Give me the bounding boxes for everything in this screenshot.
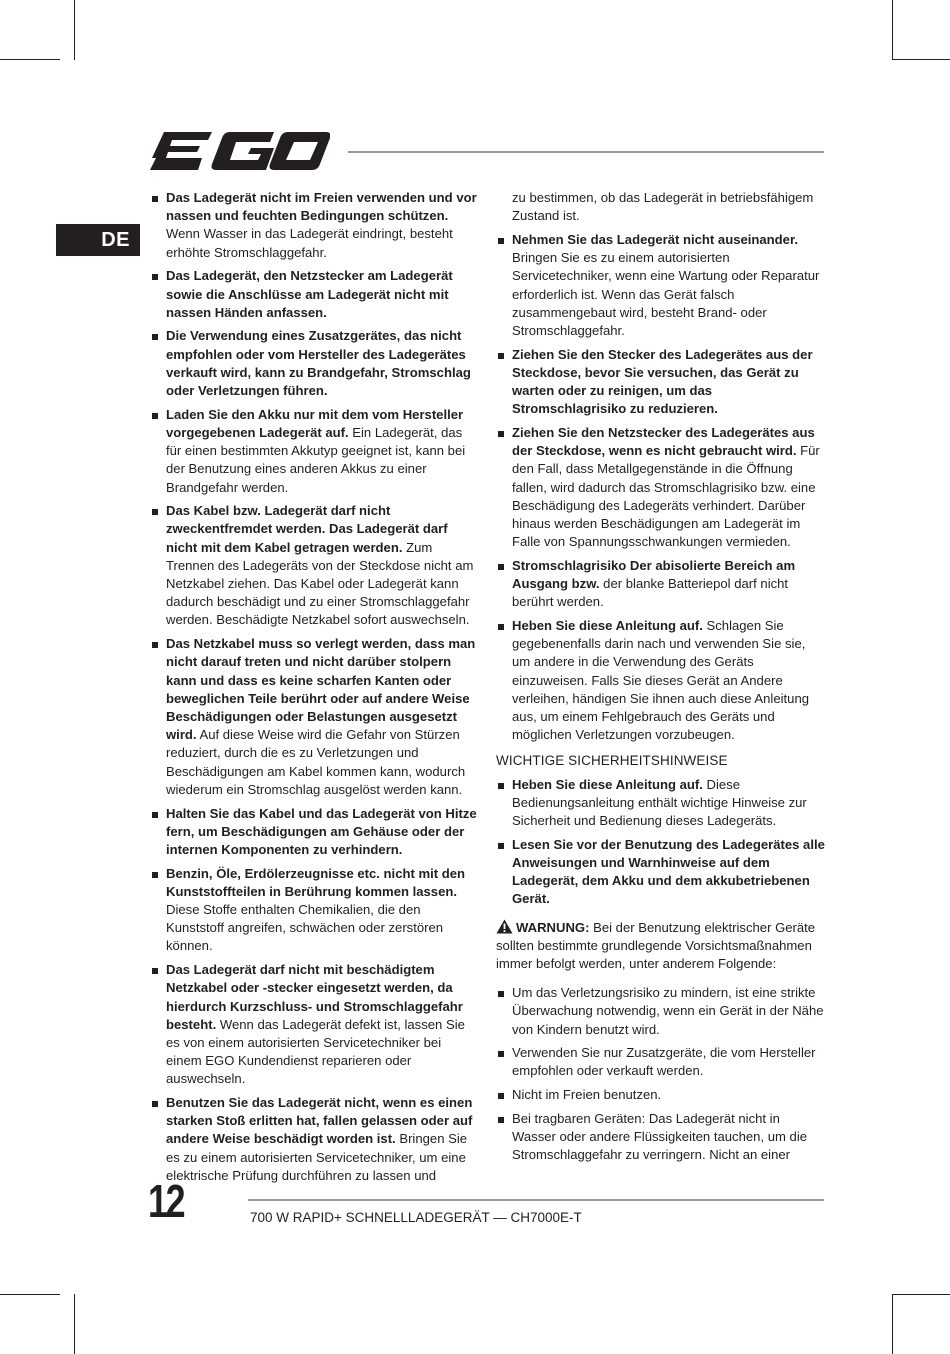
page-number: 12 [148,1175,184,1227]
continued-text: zu bestimmen, ob das Ladegerät in betriebsfähigem Zustand ist. [512,190,814,224]
crop-mark [0,59,60,60]
list-item: Heben Sie diese Anleitung auf. Schlagen Sie gegebenenfalls darin nach und verwenden Sie sie, um andere in die Verwendung des Geräts einzuweisen. Falls Sie dieses Gerät an Andere verleihen, händigen Sie ihnen auch diese Anleitung aus, um einem Fehlgebrauch des Geräts und möglichen Verletzungen vorzubeugen. [496,617,826,744]
crop-mark [892,59,950,60]
crop-mark [892,0,893,60]
list-item: Stromschlagrisiko Der abisolierte Bereich am Ausgang bzw. der blanke Batteriepol darf nicht berührt werden. [496,557,826,612]
crop-mark [892,1294,950,1295]
list-item: Nicht im Freien benutzen. [496,1086,826,1104]
crop-mark [74,1294,75,1354]
list-item: Das Ladegerät darf nicht mit beschädigtem Netzkabel oder -stecker eingesetzt werden, da hierdurch Kurzschluss- und Stromschlaggefahr besteht. Wenn das Ladegerät defekt ist, lassen Sie es von einem autorisierten Servicetechniker bei einem EGO Kundendienst reparieren oder auswechseln. [150,961,480,1088]
crop-mark [74,0,75,60]
warning-paragraph: WARNUNG: Bei der Benutzung elektrischer Geräte sollten bestimmte grundlegende Vorsichtsmaßnahmen immer befolgt werden, unter anderem Folgende: [496,920,816,972]
list-item: Das Kabel bzw. Ladegerät darf nicht zweckentfremdet werden. Das Ladegerät darf nicht mit dem Kabel getragen werden. Zum Trennen des Ladegeräts von der Steckdose nicht am Netzkabel ziehen. Das Kabel oder Ladegerät kann dadurch beschädigt und zu einer Stromschlaggefahr werden. Beschädigte Netzkabel sofort auswechseln. [150,502,480,629]
list-item: Die Verwendung eines Zusatzgerätes, das nicht empfohlen oder vom Hersteller des Ladegerätes verkauft wird, kann zu Brandgefahr, Stromschlag oder Verletzungen führen. [150,327,480,400]
ego-logo [150,130,330,172]
warning-label: WARNUNG: [516,920,590,936]
section-heading: WICHTIGE SICHERHEITSHINWEISE [496,753,728,769]
list-item: Nehmen Sie das Ladegerät nicht auseinander. Bringen Sie es zu einem autorisierten Servicetechniker, wenn eine Wartung oder Reparatur erforderlich ist. Wenn das Gerät falsch zusammengebaut wird, besteht Brand- oder Stromschlaggefahr. [496,231,826,340]
list-item: Verwenden Sie nur Zusatzgeräte, die vom Hersteller empfohlen oder verkauft werden. [496,1044,826,1080]
footer-title: 700 W RAPID+ SCHNELLLADEGERÄT — CH7000E-T [250,1210,582,1225]
crop-mark [0,1294,60,1295]
list-item: Das Ladegerät, den Netzstecker am Ladegerät sowie die Anschlüsse am Ladegerät nicht mit nassen Händen anfassen. [150,267,480,322]
header-rule [348,151,824,153]
language-tab: DE [56,224,140,256]
list-item: Lesen Sie vor der Benutzung des Ladegerätes alle Anweisungen und Warnhinweise auf dem Ladegerät, dem Akku und dem akkubetriebenen Gerät. [496,836,826,909]
list-item: Laden Sie den Akku nur mit dem vom Hersteller vorgegebenen Ladegerät auf. Ein Ladegerät, das für einen bestimmten Akkutyp geeignet ist, kann bei der Benutzung eines anderen Akkus zu einer Brandgefahr werden. [150,406,480,497]
crop-mark [892,1294,893,1354]
list-item: Benutzen Sie das Ladegerät nicht, wenn es einen starken Stoß erlitten hat, fallen gelassen oder auf andere Weise beschädigt worden ist. Bringen Sie es zu einem autorisierten Servicetechniker, um eine elektrische Prüfung durchführen zu lassen und [150,1094,480,1185]
list-item: Benzin, Öle, Erdölerzeugnisse etc. nicht mit den Kunststoffteilen in Berührung kommen lassen. Diese Stoffe enthalten Chemikalien, die den Kunststoff angreifen, schwächen oder zerstören können. [150,865,480,956]
list-item: Das Netzkabel muss so verlegt werden, dass man nicht darauf treten und nicht darüber stolpern kann und dass es keine scharfen Kanten oder beweglichen Teile berührt oder auf andere Weise Beschädigungen oder Belastungen ausgesetzt wird. Auf diese Weise wird die Gefahr von Stürzen reduziert, durch die es zu Verletzungen und Beschädigungen am Kabel kommen kann, wodurch wiederum ein Stromschlag ausgelöst werden kann. [150,635,480,799]
footer-rule [248,1199,824,1201]
list-item: Bei tragbaren Geräten: Das Ladegerät nicht in Wasser oder andere Flüssigkeiten tauchen, um die Stromschlaggefahr zu verringern. Nicht an einer [496,1110,826,1165]
list-item: Heben Sie diese Anleitung auf. Diese Bedienungsanleitung enthält wichtige Hinweise zur Sicherheit und Bedienung dieses Ladegeräts. [496,776,826,831]
list-item: Halten Sie das Kabel und das Ladegerät von Hitze fern, um Beschädigungen am Gehäuse oder der internen Komponenten zu verhindern. [150,805,480,860]
list-item: Ziehen Sie den Stecker des Ladegerätes aus der Steckdose, bevor Sie versuchen, das Gerät zu warten oder zu reinigen, um das Stromschlagrisiko zu reduzieren. [496,346,826,419]
right-column [496,189,826,1170]
warning-icon [496,919,513,934]
list-item: Ziehen Sie den Netzstecker des Ladegerätes aus der Steckdose, wenn es nicht gebraucht wird. Für den Fall, dass Metallgegenstände in die Öffnung fallen, wird dadurch das Stromschlagrisiko bzw. eine Beschädigung des Ladegeräts verhindert. Darüber hinaus werden Beschädigungen am Ladegerät im Falle von Spannungsschwankungen vermieden. [496,424,826,551]
list-item: Das Ladegerät nicht im Freien verwenden und vor nassen und feuchten Bedingungen schützen. Wenn Wasser in das Ladegerät eindringt, besteht erhöhte Stromschlaggefahr. [150,189,480,262]
left-column [150,189,480,1191]
list-item: Um das Verletzungsrisiko zu mindern, ist eine strikte Überwachung notwendig, wenn ein Gerät in der Nähe von Kindern benutzt wird. [496,984,826,1039]
